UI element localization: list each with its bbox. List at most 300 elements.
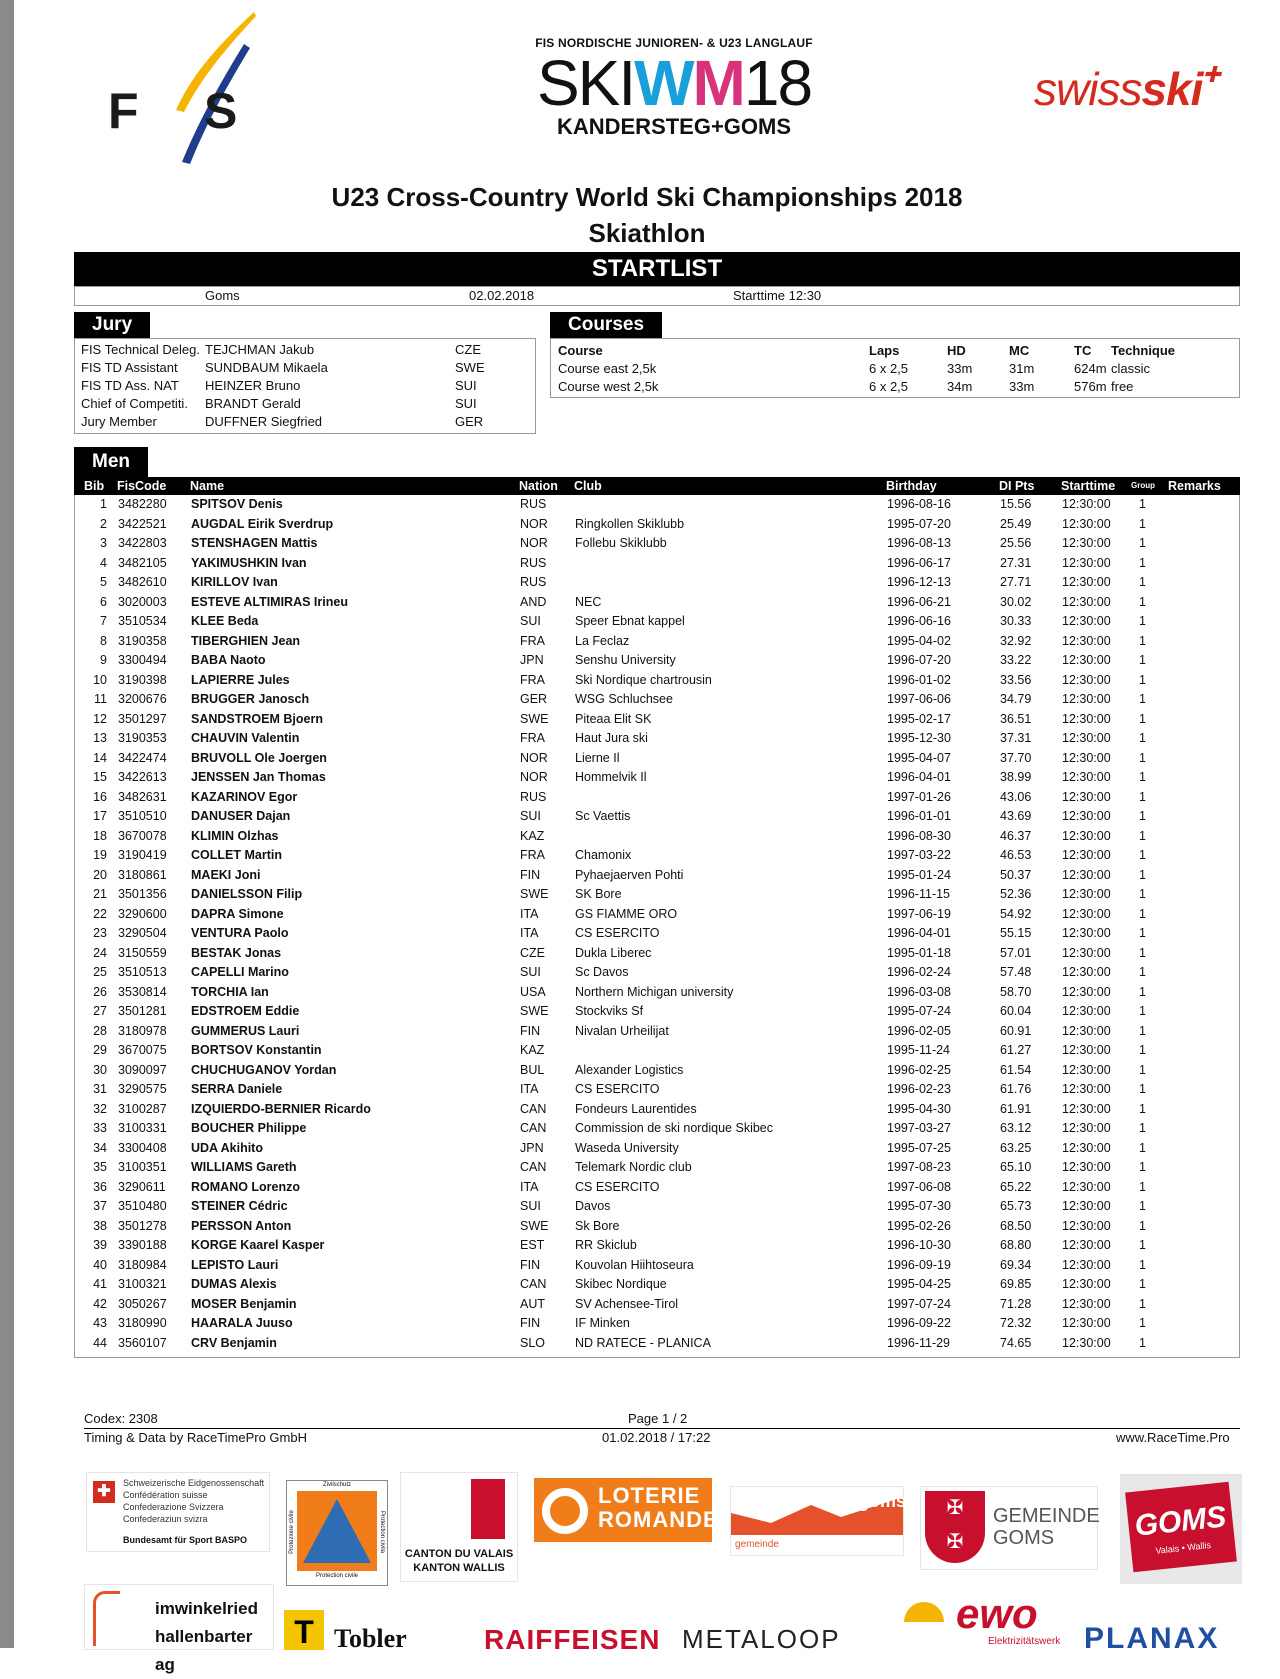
cell-name: SERRA Daniele [191, 1082, 283, 1096]
cell-nation: SWE [520, 1218, 549, 1233]
cell-name: YAKIMUSHKIN Ivan [191, 555, 307, 570]
cell-birthday: 1996-02-25 [887, 1062, 951, 1077]
cell-nation: JPN [520, 1140, 544, 1155]
cell-bib: 25 [93, 965, 107, 979]
cell-group: 1 [1139, 1023, 1146, 1038]
cell-name: BESTAK Jonas [191, 945, 282, 960]
svg-text:F: F [108, 83, 139, 139]
table-row [75, 651, 1239, 671]
cell-dipts: 57.01 [1000, 945, 1032, 960]
course-row [551, 360, 1239, 378]
cell-fiscode: 3200676 [118, 692, 167, 706]
cell-bib: 5 [100, 575, 107, 589]
cell-nation: NOR [520, 536, 548, 550]
cell-club: Piteaa Elit SK [575, 711, 652, 726]
cell-group: 1 [1139, 770, 1146, 784]
cell-group: 1 [1139, 1199, 1146, 1213]
cell-group: 1 [1139, 653, 1146, 667]
col-name: Name [190, 479, 225, 493]
cell-club: Speer Ebnat kappel [575, 614, 685, 628]
cell-starttime: 12:30:00 [1062, 1335, 1111, 1350]
triangle-icon [297, 1491, 377, 1571]
cell-group: 1 [1139, 731, 1146, 745]
cell-birthday: 1996-09-19 [887, 1257, 951, 1272]
col-nation: Nation [519, 479, 558, 493]
table-row [75, 866, 1239, 886]
cell-starttime: 12:30:00 [1062, 887, 1111, 901]
cell-group: 1 [1139, 1316, 1146, 1330]
jury-role: FIS TD Ass. NAT [81, 378, 179, 393]
goms-name: GOMS [1133, 1500, 1228, 1543]
cell-club: Dukla Liberec [575, 945, 652, 960]
cell-club: Kouvolan Hiihtoseura [575, 1257, 694, 1272]
cell-bib: 43 [93, 1316, 107, 1330]
svg-text:S: S [204, 83, 238, 139]
cell-group: 1 [1139, 692, 1146, 706]
table-row [75, 1295, 1239, 1315]
cell-birthday: 1997-06-19 [887, 906, 951, 921]
cell-dipts: 65.73 [1000, 1199, 1032, 1213]
table-row [75, 1119, 1239, 1139]
cell-nation: SUI [520, 965, 541, 979]
cell-starttime: 12:30:00 [1062, 1062, 1111, 1077]
cell-club: Haut Jura ski [575, 731, 648, 745]
cell-dipts: 25.56 [1000, 536, 1032, 550]
cell-group: 1 [1139, 809, 1146, 823]
cell-starttime: 12:30:00 [1062, 1023, 1111, 1038]
cell-starttime: 12:30:00 [1062, 1296, 1111, 1311]
left-edge-bar [0, 0, 14, 1648]
cell-nation: FRA [520, 633, 545, 648]
cell-bib: 35 [93, 1160, 107, 1174]
cell-name: LAPIERRE Jules [191, 672, 290, 687]
gemeinde-line2: GOMS [993, 1527, 1055, 1549]
cell-nation: KAZ [520, 1043, 545, 1057]
cell-birthday: 1995-02-26 [887, 1218, 951, 1233]
jury-name: TEJCHMAN Jakub [205, 342, 315, 357]
cell-dipts: 61.76 [1000, 1082, 1032, 1096]
cell-bib: 2 [100, 516, 107, 531]
sponsor-imwinkelried [84, 1584, 274, 1674]
cell-group: 1 [1139, 1238, 1146, 1252]
cell-group: 1 [1139, 575, 1146, 589]
loterie-line2: ROMANDE [598, 1507, 719, 1532]
baspo-line: Confederaziun svizra [123, 1514, 208, 1524]
cell-fiscode: 3510534 [118, 614, 167, 628]
jury-row [75, 395, 535, 413]
table-row [75, 846, 1239, 866]
cell-starttime: 12:30:00 [1062, 770, 1111, 784]
cell-dipts: 27.71 [1000, 575, 1032, 589]
cell-group: 1 [1139, 926, 1146, 940]
ski-text: ski [1141, 63, 1203, 115]
cell-name: BORTSOV Konstantin [191, 1043, 322, 1057]
cell-dipts: 34.79 [1000, 692, 1032, 706]
cell-name: HAARALA Juuso [191, 1316, 293, 1330]
cell-group: 1 [1139, 672, 1146, 687]
cell-starttime: 12:30:00 [1062, 1082, 1111, 1096]
cell-fiscode: 3100351 [118, 1160, 167, 1174]
cell-group: 1 [1139, 594, 1146, 609]
cell-bib: 16 [93, 789, 107, 804]
cell-bib: 44 [93, 1335, 107, 1350]
courses-col-mc: MC [1009, 343, 1030, 358]
cell-nation: FIN [520, 1316, 541, 1330]
tobler-mark: T [284, 1610, 324, 1650]
cell-fiscode: 3180990 [118, 1316, 167, 1330]
cell-birthday: 1996-03-08 [887, 984, 951, 999]
cell-group: 1 [1139, 1257, 1146, 1272]
cell-bib: 6 [100, 594, 107, 609]
cell-starttime: 12:30:00 [1062, 1043, 1111, 1057]
cell-nation: RUS [520, 789, 547, 804]
cell-birthday: 1996-08-13 [887, 536, 951, 550]
cell-bib: 34 [93, 1140, 107, 1155]
cell-starttime: 12:30:00 [1062, 1121, 1111, 1135]
cell-fiscode: 3100331 [118, 1121, 167, 1135]
course-course: Course east 2,5k [558, 361, 657, 376]
cell-name: GUMMERUS Lauri [191, 1023, 300, 1038]
cell-club: Nivalan Urheilijat [575, 1023, 669, 1038]
jury-nation: CZE [455, 342, 481, 357]
table-row [75, 1236, 1239, 1256]
jury-role: Chief of Competiti. [81, 396, 188, 411]
obergoms-sub: gemeinde [735, 1539, 779, 1550]
cell-group: 1 [1139, 906, 1146, 921]
cell-birthday: 1997-03-27 [887, 1121, 951, 1135]
cell-nation: FIN [520, 1023, 541, 1038]
cell-dipts: 63.12 [1000, 1121, 1032, 1135]
cell-starttime: 12:30:00 [1062, 1004, 1111, 1018]
sponsor-metaloop [682, 1620, 872, 1654]
table-row [75, 612, 1239, 632]
cell-birthday: 1995-02-17 [887, 711, 951, 726]
cell-fiscode: 3530814 [118, 984, 167, 999]
cell-club: Lierne Il [575, 750, 620, 765]
footer-divider [84, 1428, 1240, 1429]
sponsor-goms [1120, 1474, 1242, 1584]
cell-nation: BUL [520, 1062, 545, 1077]
cell-group: 1 [1139, 1062, 1146, 1077]
jury-row [75, 413, 535, 431]
cell-group: 1 [1139, 1218, 1146, 1233]
table-row [75, 924, 1239, 944]
cell-name: DANIELSSON Filip [191, 887, 303, 901]
cell-birthday: 1996-02-23 [887, 1082, 951, 1096]
cell-club: GS FIAMME ORO [575, 906, 678, 921]
footer-printed: 01.02.2018 / 17:22 [602, 1430, 711, 1445]
table-row [75, 495, 1239, 515]
cell-birthday: 1995-04-25 [887, 1277, 951, 1291]
cell-birthday: 1995-01-24 [887, 867, 951, 882]
event-place: Goms [205, 288, 240, 303]
cell-nation: SWE [520, 711, 549, 726]
table-row [75, 1217, 1239, 1237]
cell-club: Follebu Skiklubb [575, 536, 667, 550]
jury-role: FIS Technical Deleg. [81, 342, 200, 357]
table-row [75, 1022, 1239, 1042]
cell-dipts: 37.70 [1000, 750, 1032, 765]
cell-dipts: 46.53 [1000, 848, 1032, 862]
courses-col-course: Course [558, 343, 603, 358]
cell-group: 1 [1139, 887, 1146, 901]
cell-club: Davos [575, 1199, 611, 1213]
cell-birthday: 1996-04-01 [887, 926, 951, 940]
footer-timing: Timing & Data by RaceTimePro GmbH [84, 1430, 307, 1445]
jury-nation: GER [455, 414, 484, 429]
cell-dipts: 72.32 [1000, 1316, 1032, 1330]
col-remarks: Remarks [1168, 479, 1221, 493]
cell-birthday: 1995-11-24 [887, 1043, 951, 1057]
cell-birthday: 1995-07-20 [887, 516, 951, 531]
cell-group: 1 [1139, 711, 1146, 726]
cell-dipts: 68.50 [1000, 1218, 1032, 1233]
cell-starttime: 12:30:00 [1062, 614, 1111, 628]
jury-role: FIS TD Assistant [81, 360, 178, 375]
table-row [75, 768, 1239, 788]
cell-nation: SUI [520, 809, 541, 823]
cell-name: BRUGGER Janosch [191, 692, 310, 706]
cell-club: Alexander Logistics [575, 1062, 684, 1077]
baspo-line: Confederazione Svizzera [123, 1502, 224, 1512]
zivilschutz-bottom: Protection civile [315, 1573, 359, 1579]
cell-bib: 21 [93, 887, 107, 901]
swissski-logo [1034, 62, 1220, 116]
cell-fiscode: 3560107 [118, 1335, 167, 1350]
cell-birthday: 1997-07-24 [887, 1296, 951, 1311]
cell-fiscode: 3482610 [118, 575, 167, 589]
cell-bib: 3 [100, 536, 107, 550]
cell-nation: GER [520, 692, 548, 706]
cell-name: DAPRA Simone [191, 906, 284, 921]
cell-name: BABA Naoto [191, 653, 266, 667]
cell-birthday: 1996-01-01 [887, 809, 951, 823]
table-row [75, 729, 1239, 749]
cell-group: 1 [1139, 497, 1146, 511]
cell-group: 1 [1139, 750, 1146, 765]
cell-birthday: 1995-04-07 [887, 750, 951, 765]
cell-nation: FRA [520, 731, 545, 745]
cell-birthday: 1995-04-30 [887, 1101, 951, 1116]
cell-name: TORCHIA Ian [191, 984, 269, 999]
cell-nation: USA [520, 984, 546, 999]
cell-name: KORGE Kaarel Kasper [191, 1238, 325, 1252]
cell-nation: NOR [520, 516, 548, 531]
cell-club: Ski Nordique chartrousin [575, 672, 712, 687]
table-row [75, 1100, 1239, 1120]
course-mc: 33m [1009, 379, 1035, 394]
cell-bib: 33 [93, 1121, 107, 1135]
cell-fiscode: 3501356 [118, 887, 167, 901]
wm-subtitle-top: FIS NORDISCHE JUNIOREN- & U23 LANGLAUF [535, 36, 813, 50]
cell-dipts: 43.06 [1000, 789, 1032, 804]
cell-fiscode: 3501281 [118, 1004, 167, 1018]
table-row [75, 1002, 1239, 1022]
cell-birthday: 1995-07-30 [887, 1199, 951, 1213]
cell-fiscode: 3482280 [118, 497, 167, 511]
cell-club: Northern Michigan university [575, 984, 734, 999]
cell-fiscode: 3290575 [118, 1082, 167, 1096]
cell-nation: ITA [520, 926, 539, 940]
valais-line1: CANTON DU VALAIS [404, 1548, 514, 1560]
jury-row [75, 359, 535, 377]
cell-dipts: 69.34 [1000, 1257, 1032, 1272]
jury-name: SUNDBAUM Mikaela [205, 360, 328, 375]
cell-name: TIBERGHIEN Jean [191, 633, 301, 648]
cell-group: 1 [1139, 789, 1146, 804]
loterie-line1: LOTERIE [598, 1483, 701, 1508]
cell-bib: 28 [93, 1023, 107, 1038]
cell-group: 1 [1139, 1296, 1146, 1311]
cell-name: AUGDAL Eirik Sverdrup [191, 516, 334, 531]
imwinkel-line2: hallenbarter ag [155, 1627, 253, 1674]
sponsor-planax [1084, 1620, 1244, 1655]
wm-ski: SKI [536, 47, 635, 119]
cell-bib: 7 [100, 614, 107, 628]
cell-starttime: 12:30:00 [1062, 1218, 1111, 1233]
cell-bib: 13 [93, 731, 107, 745]
ewo-name: ewo [956, 1590, 1038, 1637]
cell-club: Waseda University [575, 1140, 679, 1155]
cell-bib: 37 [93, 1199, 107, 1213]
cell-dipts: 52.36 [1000, 887, 1032, 901]
cell-nation: CZE [520, 945, 545, 960]
cell-club: ND RATECE - PLANICA [575, 1335, 711, 1350]
cell-club: Commission de ski nordique Skibec [575, 1121, 774, 1135]
cell-group: 1 [1139, 867, 1146, 882]
cell-fiscode: 3150559 [118, 945, 167, 960]
cell-birthday: 1996-11-29 [887, 1335, 951, 1350]
cell-fiscode: 3290600 [118, 906, 167, 921]
swiss-flag-icon: ✚ [93, 1481, 115, 1503]
jury-name: DUFFNER Siegfried [205, 414, 323, 429]
cell-group: 1 [1139, 1082, 1146, 1096]
cell-bib: 20 [93, 867, 107, 882]
cell-dipts: 43.69 [1000, 809, 1032, 823]
cell-club: Sc Vaettis [575, 809, 631, 823]
loterie-ring-icon [542, 1488, 588, 1534]
cell-birthday: 1995-07-24 [887, 1004, 951, 1018]
cell-starttime: 12:30:00 [1062, 1257, 1111, 1272]
planax-name: PLANAX [1084, 1622, 1220, 1655]
table-row [75, 963, 1239, 983]
cell-dipts: 63.25 [1000, 1140, 1032, 1155]
course-tc: 624m [1074, 361, 1107, 376]
cell-club: NEC [575, 594, 602, 609]
cell-bib: 27 [93, 1004, 107, 1018]
cell-nation: RUS [520, 497, 547, 511]
cell-birthday: 1995-04-02 [887, 633, 951, 648]
cell-bib: 22 [93, 906, 107, 921]
cell-name: SANDSTROEM Bjoern [191, 711, 323, 726]
swiss-text: swiss [1034, 63, 1142, 115]
cell-starttime: 12:30:00 [1062, 497, 1111, 511]
cell-fiscode: 3090097 [118, 1062, 167, 1077]
cell-bib: 24 [93, 945, 107, 960]
cell-name: MAEKI Joni [191, 867, 261, 882]
cell-group: 1 [1139, 555, 1146, 570]
cell-fiscode: 3190419 [118, 848, 167, 862]
table-row [75, 710, 1239, 730]
cell-bib: 12 [93, 711, 107, 726]
cell-bib: 29 [93, 1043, 107, 1057]
cell-dipts: 37.31 [1000, 731, 1032, 745]
cell-club: IF Minken [575, 1316, 630, 1330]
goms-badge [1125, 1482, 1237, 1572]
cell-starttime: 12:30:00 [1062, 1316, 1111, 1330]
cell-fiscode: 3290611 [118, 1179, 166, 1194]
event-date: 02.02.2018 [469, 288, 535, 303]
cell-bib: 18 [93, 828, 107, 843]
courses-col-technique: Technique [1111, 343, 1176, 358]
sponsor-ewo [878, 1588, 1074, 1648]
startlist-page [14, 0, 1280, 1674]
table-row [75, 1041, 1239, 1061]
jury-role: Jury Member [81, 414, 157, 429]
course-laps: 6 x 2,5 [869, 361, 909, 376]
cell-nation: SUI [520, 1199, 541, 1213]
cell-club: Hommelvik Il [575, 770, 647, 784]
jury-tab: Jury [74, 312, 150, 338]
cell-dipts: 15.56 [1000, 497, 1032, 511]
col-group: Group [1131, 481, 1155, 490]
cell-fiscode: 3190398 [118, 672, 167, 687]
cell-group: 1 [1139, 1277, 1146, 1291]
cell-dipts: 38.99 [1000, 770, 1032, 784]
cell-birthday: 1996-06-17 [887, 555, 951, 570]
cell-starttime: 12:30:00 [1062, 1160, 1111, 1174]
cell-name: IZQUIERDO-BERNIER Ricardo [191, 1101, 371, 1116]
cell-nation: FRA [520, 672, 545, 687]
cell-nation: AND [520, 594, 547, 609]
cell-starttime: 12:30:00 [1062, 516, 1111, 531]
cell-fiscode: 3510510 [118, 809, 167, 823]
cell-group: 1 [1139, 1335, 1146, 1350]
cell-name: KIRILLOV Ivan [191, 575, 278, 589]
tobler-name: Tobler [334, 1624, 407, 1653]
men-table-header [74, 477, 1240, 495]
cell-birthday: 1997-06-08 [887, 1179, 951, 1194]
table-row [75, 671, 1239, 691]
cell-starttime: 12:30:00 [1062, 536, 1111, 550]
cell-dipts: 60.91 [1000, 1023, 1032, 1038]
zivilschutz-left: Protezione civile [289, 1510, 295, 1554]
event-info-bar [74, 286, 1240, 306]
cell-starttime: 12:30:00 [1062, 1238, 1111, 1252]
course-hd: 34m [947, 379, 973, 394]
cell-fiscode: 3190353 [118, 731, 167, 745]
cell-bib: 17 [93, 809, 107, 823]
cell-name: KLIMIN Olzhas [191, 828, 279, 843]
cell-dipts: 74.65 [1000, 1335, 1032, 1350]
cell-birthday: 1996-09-22 [887, 1316, 951, 1330]
cell-name: WILLIAMS Gareth [191, 1160, 297, 1174]
courses-box [550, 338, 1240, 398]
jury-name: HEINZER Bruno [205, 378, 301, 393]
footer-codex: Codex: 2308 [84, 1411, 158, 1426]
page-title: U23 Cross-Country World Ski Championships 2018 [331, 182, 963, 212]
cell-nation: CAN [520, 1101, 547, 1116]
course-course: Course west 2,5k [558, 379, 659, 394]
swiss-cross-icon: ✚ [1202, 62, 1220, 87]
cell-nation: JPN [520, 653, 544, 667]
cell-dipts: 60.04 [1000, 1004, 1032, 1018]
table-row [75, 1080, 1239, 1100]
cell-name: BOUCHER Philippe [191, 1121, 307, 1135]
cell-name: KLEE Beda [191, 614, 259, 628]
sponsor-baspo [86, 1472, 270, 1552]
cell-name: STEINER Cédric [191, 1199, 288, 1213]
